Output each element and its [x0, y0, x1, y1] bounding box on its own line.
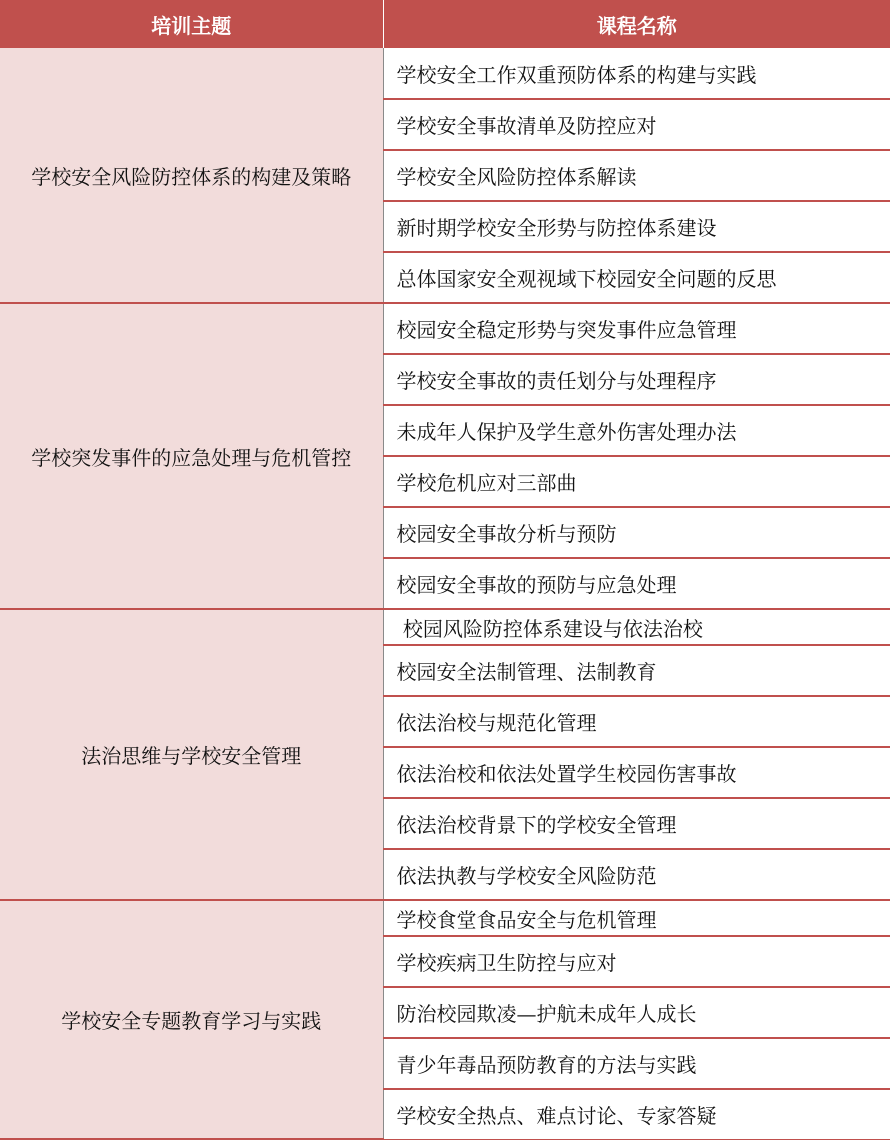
course-cell: 依法执教与学校安全风险防范 — [383, 849, 890, 900]
course-cell: 学校安全工作双重预防体系的构建与实践 — [383, 48, 890, 99]
course-cell: 校园安全稳定形势与突发事件应急管理 — [383, 303, 890, 354]
theme-cell-special-education: 学校安全专题教育学习与实践 — [0, 900, 383, 1139]
course-cell: 新时期学校安全形势与防控体系建设 — [383, 201, 890, 252]
course-cell: 未成年人保护及学生意外伤害处理办法 — [383, 405, 890, 456]
course-cell: 学校危机应对三部曲 — [383, 456, 890, 507]
theme-cell-emergency-handling: 学校突发事件的应急处理与危机管控 — [0, 303, 383, 609]
course-cell: 依法治校背景下的学校安全管理 — [383, 798, 890, 849]
course-cell: 总体国家安全观视域下校园安全问题的反思 — [383, 252, 890, 303]
table-row — [0, 900, 890, 936]
course-cell: 依法治校和依法处置学生校园伤害事故 — [383, 747, 890, 798]
course-cell: 依法治校与规范化管理 — [383, 696, 890, 747]
course-cell: 校园安全事故分析与预防 — [383, 507, 890, 558]
course-cell: 学校安全热点、难点讨论、专家答疑 — [383, 1089, 890, 1139]
table-row — [0, 303, 890, 354]
header-training-theme: 培训主题 — [0, 0, 383, 48]
course-cell: 学校安全事故的责任划分与处理程序 — [383, 354, 890, 405]
course-cell: 学校安全事故清单及防控应对 — [383, 99, 890, 150]
course-cell: 校园安全事故的预防与应急处理 — [383, 558, 890, 609]
course-cell: 青少年毒品预防教育的方法与实践 — [383, 1038, 890, 1089]
course-cell: 学校食堂食品安全与危机管理 — [383, 900, 890, 936]
course-cell: 校园安全法制管理、法制教育 — [383, 645, 890, 696]
table-header-row — [0, 0, 890, 48]
course-cell: 防治校园欺凌—护航未成年人成长 — [383, 987, 890, 1038]
table-row — [0, 48, 890, 99]
table-row — [0, 609, 890, 645]
theme-cell-risk-prevention: 学校安全风险防控体系的构建及策略 — [0, 48, 383, 303]
course-cell: 学校安全风险防控体系解读 — [383, 150, 890, 201]
header-course-name: 课程名称 — [383, 0, 890, 48]
course-cell: 学校疾病卫生防控与应对 — [383, 936, 890, 987]
course-cell: 校园风险防控体系建设与依法治校 — [383, 609, 890, 645]
theme-cell-rule-of-law: 法治思维与学校安全管理 — [0, 609, 383, 900]
